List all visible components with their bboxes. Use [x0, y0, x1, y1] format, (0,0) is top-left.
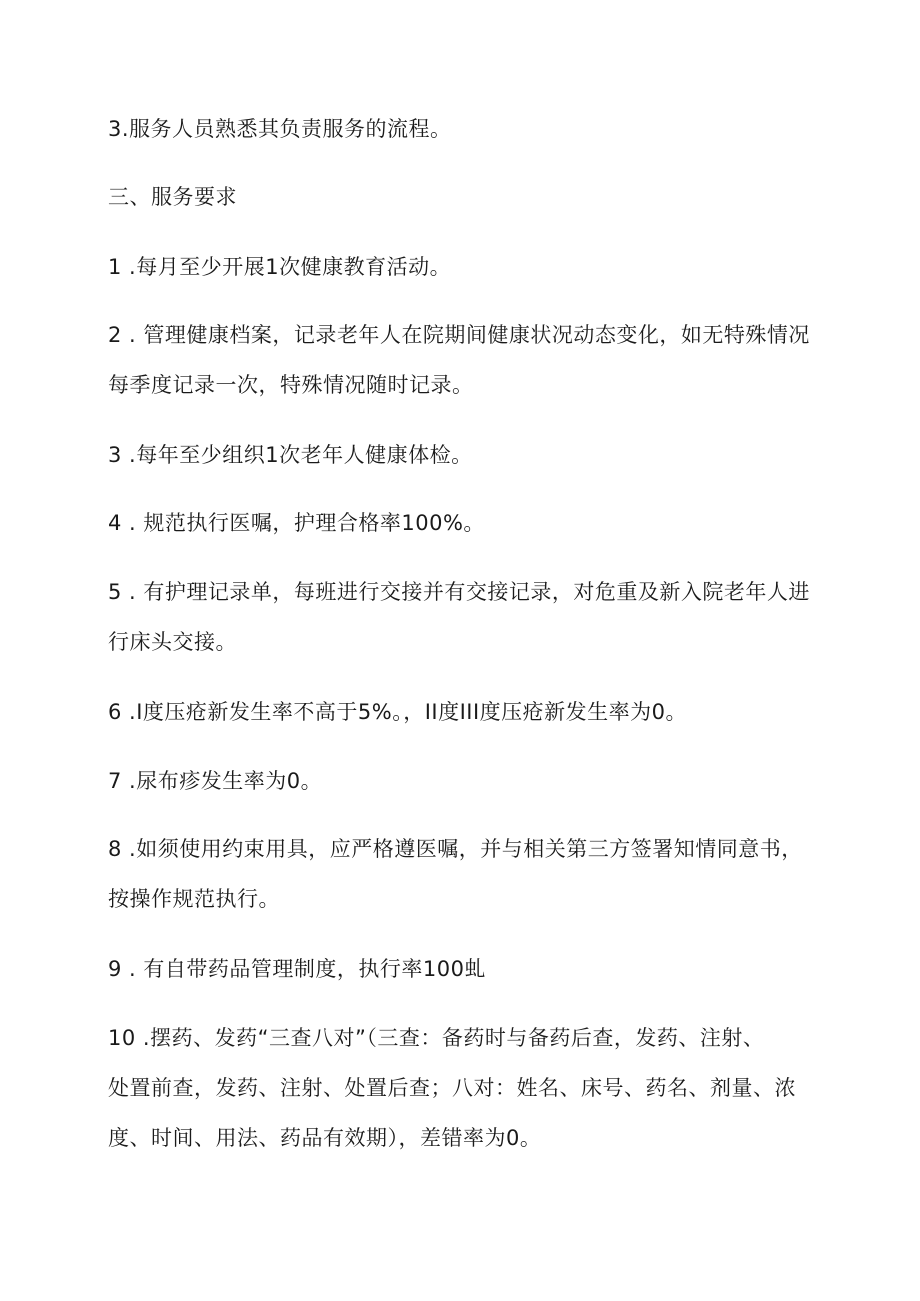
requirement-item-5-line-2: 行床头交接。	[108, 630, 237, 654]
requirement-item-1: 1 .每月至少开展1次健康教育活动。	[108, 255, 452, 279]
requirement-item-2-line-2: 每季度记录一次，特殊情况随时记录。	[108, 373, 474, 397]
requirement-item-9: 9 . 有自带药品管理制度，执行率100虬	[108, 957, 486, 981]
requirement-item-10-line-1: 10 .摆药、发药“三查八对”（三查：备药时与备药后查，发药、注射、	[108, 1026, 765, 1050]
section-heading-service-requirements: 三、服务要求	[108, 185, 237, 209]
requirement-item-10-line-2: 处置前查，发药、注射、处置后查；八对：姓名、床号、药名、剂量、浓	[108, 1076, 796, 1100]
requirement-item-5-line-1: 5 . 有护理记录单，每班进行交接并有交接记录，对危重及新入院老年人进	[108, 580, 810, 604]
requirement-item-10-line-3: 度、时间、用法、药品有效期），差错率为0。	[108, 1126, 542, 1150]
requirement-item-4: 4 . 规范执行医嘱，护理合格率100%。	[108, 511, 485, 535]
requirement-item-7: 7 .尿布疹发生率为0。	[108, 769, 323, 793]
requirement-item-3: 3 .每年至少组织1次老年人健康体检。	[108, 443, 473, 467]
requirement-item-8-line-2: 按操作规范执行。	[108, 887, 280, 911]
service-staff-item-3: 3.服务人员熟悉其负责服务的流程。	[108, 117, 452, 141]
requirement-item-6: 6 .I度压疮新发生率不高于5%。，II度III度压疮新发生率为0。	[108, 700, 688, 724]
requirement-item-8-line-1: 8 .如须使用约束用具，应严格遵医嘱，并与相关第三方签署知情同意书，	[108, 837, 803, 861]
requirement-item-2-line-1: 2 . 管理健康档案，记录老年人在院期间健康状况动态变化，如无特殊情况	[108, 323, 810, 347]
